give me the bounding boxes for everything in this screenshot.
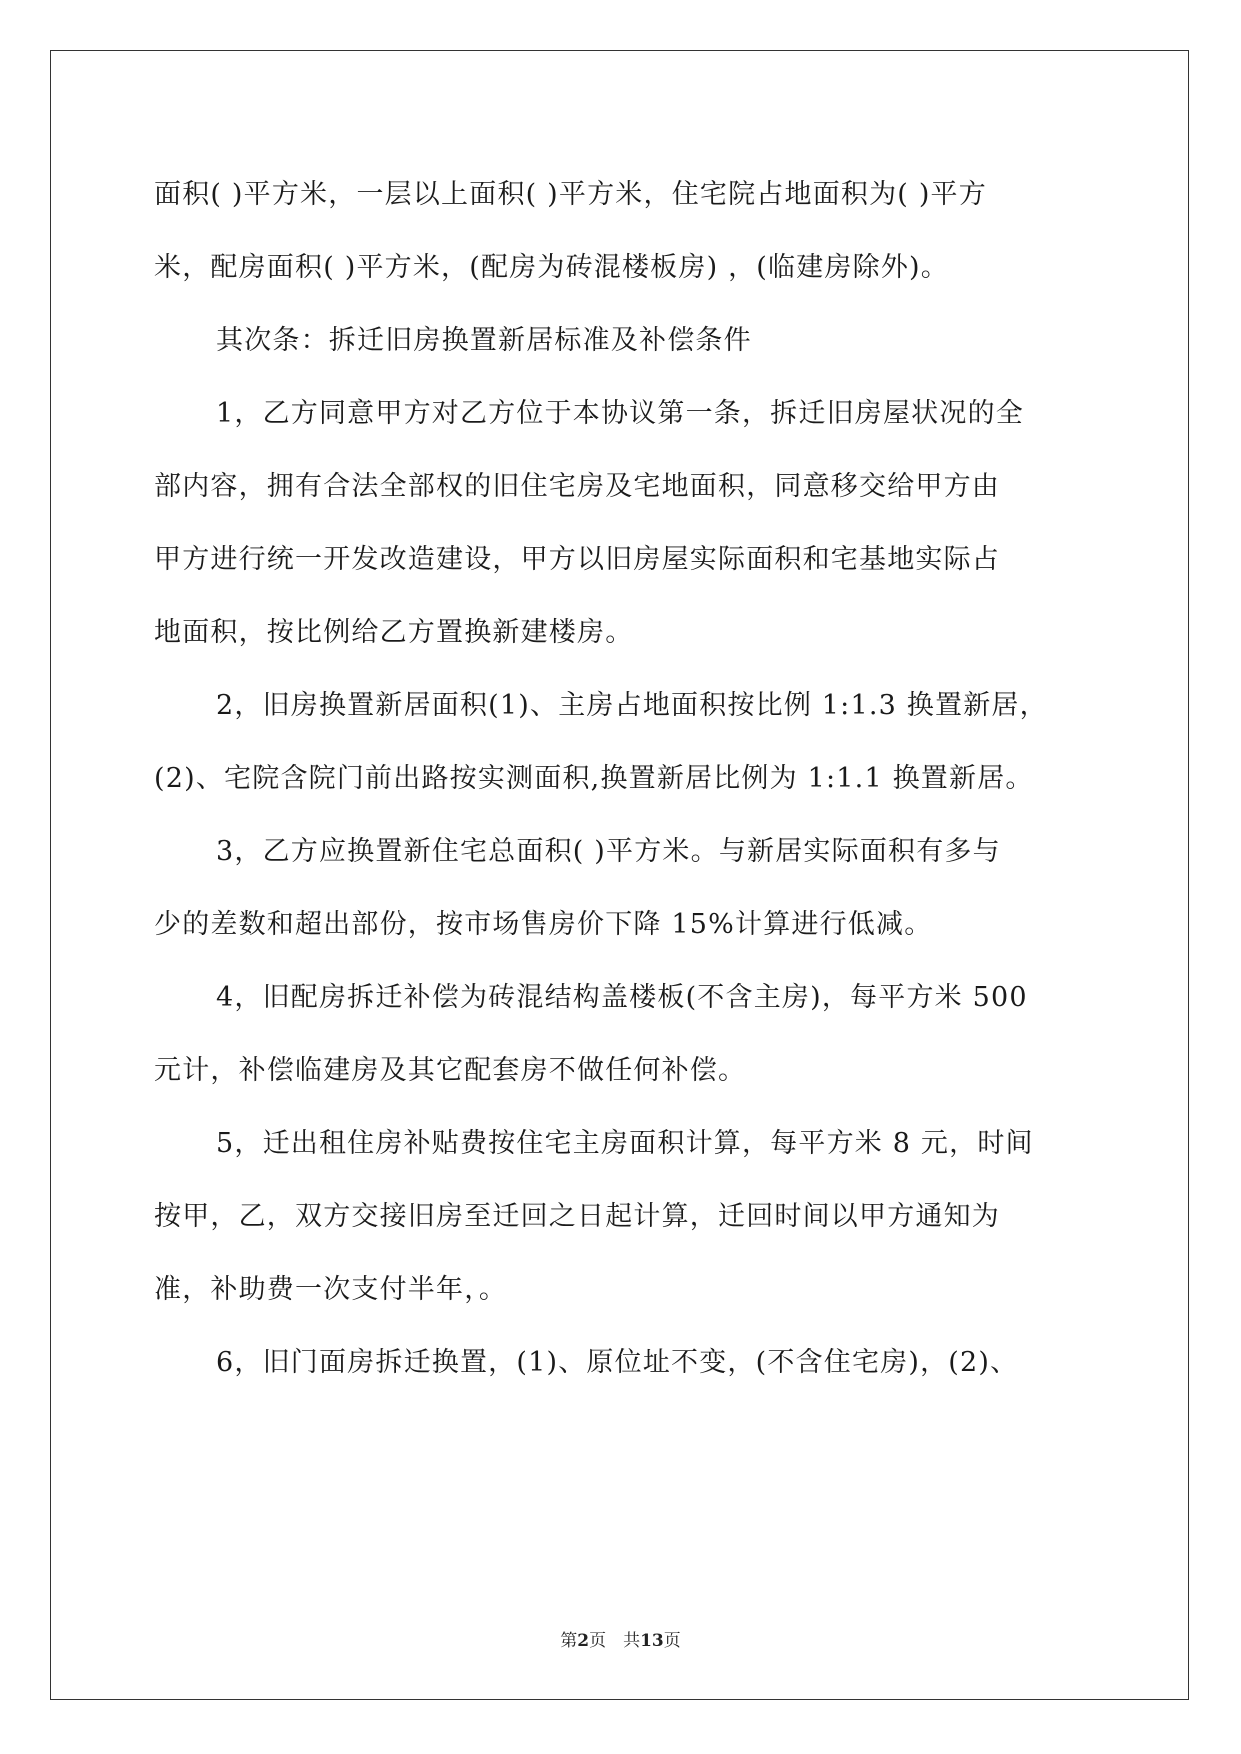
- text-line: 1，乙方同意甲方对乙方位于本协议第一条，拆迁旧房屋状况的全: [216, 398, 1024, 429]
- page-suffix: 页: [663, 1631, 681, 1651]
- text-line: 部内容，拥有合法全部权的旧住宅房及宅地面积，同意移交给甲方由: [154, 471, 1000, 502]
- page-total: 13: [640, 1631, 664, 1651]
- text-line: 3，乙方应换置新住宅总面积( )平方米。与新居实际面积有多与: [216, 836, 1001, 867]
- page-prefix: 第: [560, 1631, 578, 1651]
- text-line: 4，旧配房拆迁补偿为砖混结构盖楼板(不含主房)，每平方米 500: [216, 982, 1028, 1013]
- text-line: 元计，补偿临建房及其它配套房不做任何补偿。: [154, 1055, 747, 1086]
- text-line: (2)、宅院含院门前出路按实测面积,换置新居比例为 1:1.1 换置新居。: [154, 763, 1034, 794]
- text-line: 2，旧房换置新居面积(1)、主房占地面积按比例 1:1.3 换置新居，: [216, 690, 1048, 721]
- text-line: 地面积，按比例给乙方置换新建楼房。: [154, 617, 634, 648]
- text-line: 按甲，乙，双方交接旧房至迁回之日起计算，迁回时间以甲方通知为: [154, 1201, 1000, 1232]
- text-line: 甲方进行统一开发改造建设，甲方以旧房屋实际面积和宅基地实际占: [154, 544, 1000, 575]
- text-line: 准，补助费一次支付半年，。: [154, 1274, 508, 1305]
- text-line: 6，旧门面房拆迁换置，(1)、原位址不变，(不含住宅房)，(2)、: [216, 1347, 1019, 1378]
- text-line: 面积( )平方米，一层以上面积( )平方米，住宅院占地面积为( )平方: [154, 179, 987, 210]
- page-mid: 页 共: [589, 1631, 641, 1651]
- page-current: 2: [577, 1631, 590, 1651]
- text-line: 米，配房面积( )平方米，(配房为砖混楼板房) ，(临建房除外)。: [154, 252, 949, 283]
- document-body: [154, 158, 1094, 1399]
- page-footer: [0, 1626, 1241, 1651]
- text-line: 其次条：拆迁旧房换置新居标准及补偿条件: [216, 325, 752, 356]
- text-line: 少的差数和超出部份，按市场售房价下降 15%计算进行低减。: [154, 909, 933, 940]
- text-line: 5，迁出租住房补贴费按住宅主房面积计算，每平方米 8 元，时间: [216, 1128, 1034, 1159]
